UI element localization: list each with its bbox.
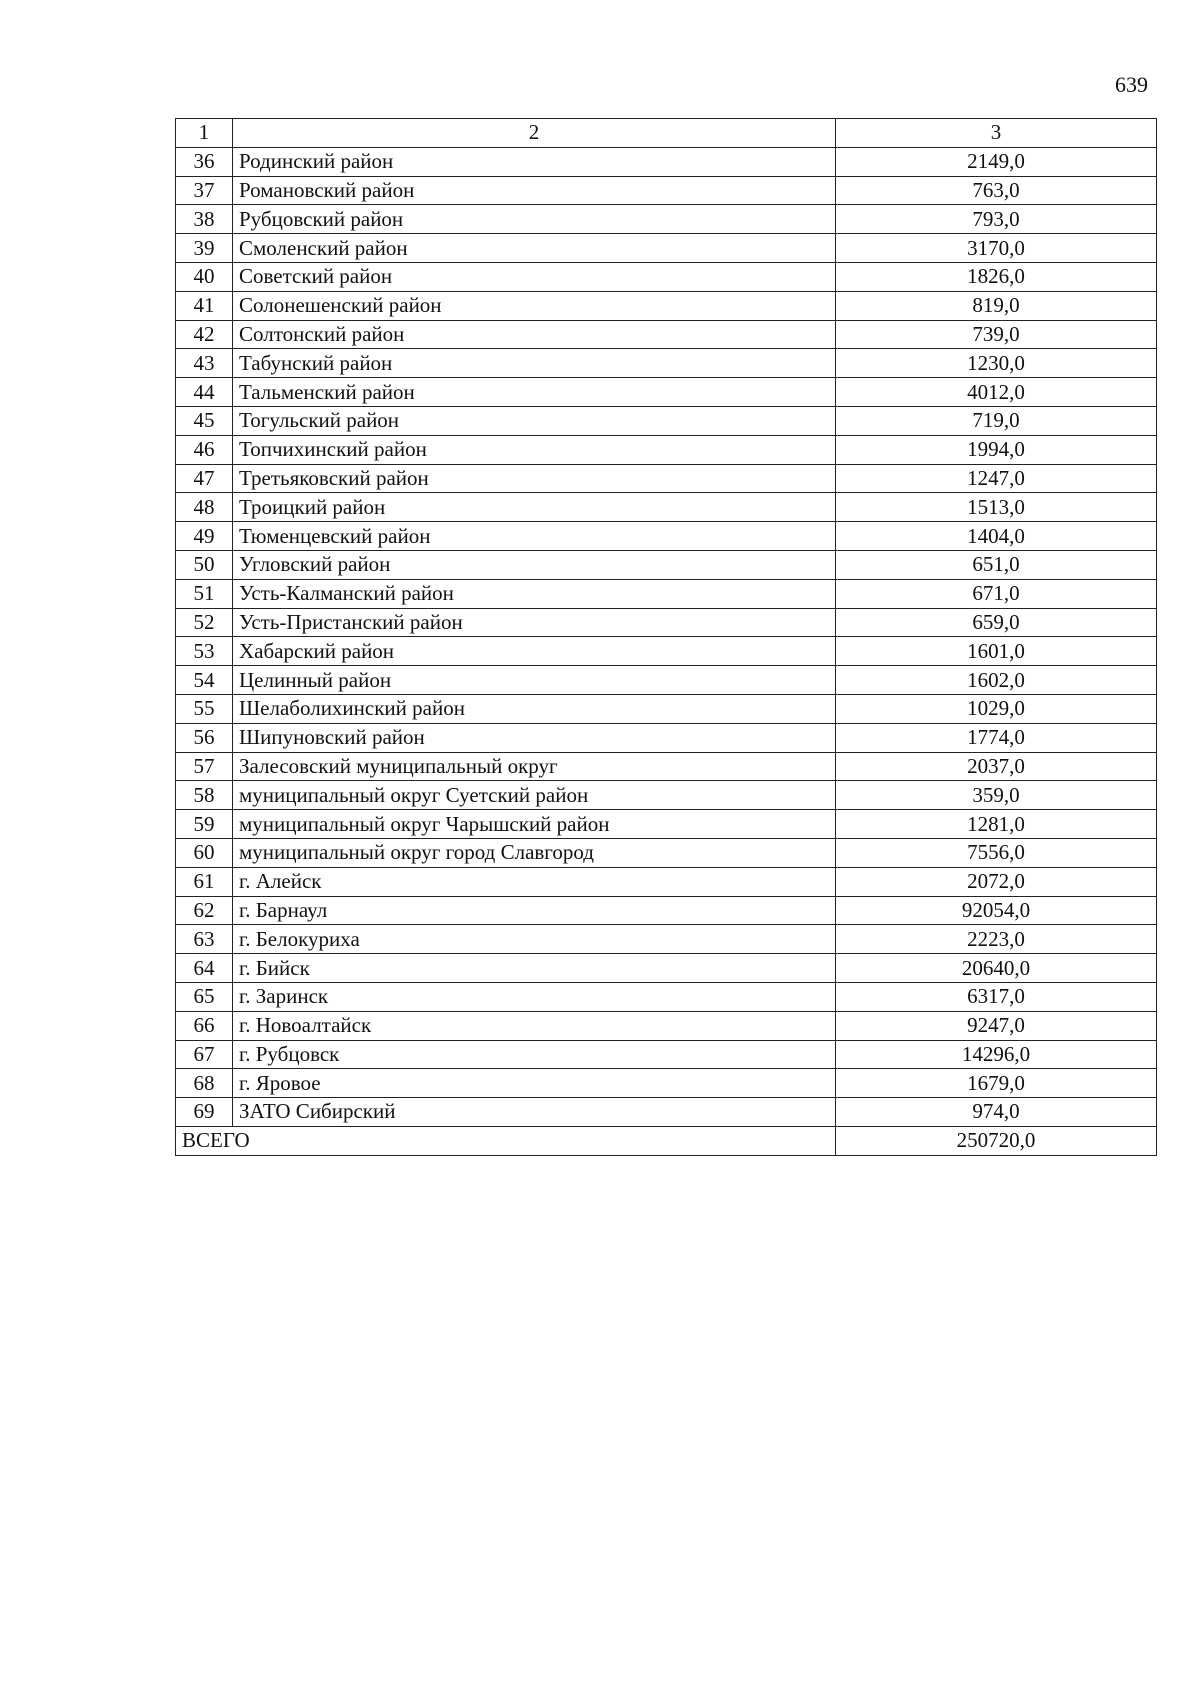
row-number: 53: [176, 637, 233, 666]
row-value: 1281,0: [836, 810, 1157, 839]
row-number: 46: [176, 435, 233, 464]
row-number: 63: [176, 925, 233, 954]
row-value: 1247,0: [836, 464, 1157, 493]
row-number: 39: [176, 234, 233, 263]
row-value: 739,0: [836, 320, 1157, 349]
column-header-value: 3: [836, 119, 1157, 148]
row-number: 67: [176, 1040, 233, 1069]
table-row: [176, 925, 1157, 954]
row-name: Третьяковский район: [233, 464, 836, 493]
allocation-table: [175, 118, 1157, 1156]
row-value: 2149,0: [836, 147, 1157, 176]
row-number: 41: [176, 291, 233, 320]
table-row: [176, 954, 1157, 983]
table-row: [176, 349, 1157, 378]
table-header-row: [176, 119, 1157, 148]
table-row: [176, 1098, 1157, 1127]
row-name: г. Алейск: [233, 867, 836, 896]
row-number: 58: [176, 781, 233, 810]
row-name: Родинский район: [233, 147, 836, 176]
row-value: 4012,0: [836, 378, 1157, 407]
row-name: муниципальный округ Суетский район: [233, 781, 836, 810]
table-row: [176, 637, 1157, 666]
row-value: 9247,0: [836, 1011, 1157, 1040]
row-value: 1029,0: [836, 694, 1157, 723]
row-value: 819,0: [836, 291, 1157, 320]
row-number: 40: [176, 262, 233, 291]
row-name: Усть-Калманский район: [233, 579, 836, 608]
total-label: ВСЕГО: [176, 1126, 836, 1155]
row-name: ЗАТО Сибирский: [233, 1098, 836, 1127]
row-number: 65: [176, 982, 233, 1011]
row-value: 2037,0: [836, 752, 1157, 781]
table-row: [176, 522, 1157, 551]
table-row: [176, 234, 1157, 263]
row-value: 2223,0: [836, 925, 1157, 954]
row-number: 59: [176, 810, 233, 839]
row-name: муниципальный округ город Славгород: [233, 838, 836, 867]
row-value: 20640,0: [836, 954, 1157, 983]
row-value: 14296,0: [836, 1040, 1157, 1069]
row-name: Тальменский район: [233, 378, 836, 407]
row-value: 651,0: [836, 550, 1157, 579]
row-name: г. Новоалтайск: [233, 1011, 836, 1040]
table-row: [176, 262, 1157, 291]
row-name: г. Яровое: [233, 1069, 836, 1098]
table-row: [176, 176, 1157, 205]
page-number: 639: [1115, 72, 1148, 97]
table-row: [176, 723, 1157, 752]
row-number: 42: [176, 320, 233, 349]
row-name: муниципальный округ Чарышский район: [233, 810, 836, 839]
table-row: [176, 378, 1157, 407]
row-name: Тюменцевский район: [233, 522, 836, 551]
row-name: г. Бийск: [233, 954, 836, 983]
row-number: 49: [176, 522, 233, 551]
row-number: 48: [176, 493, 233, 522]
row-value: 671,0: [836, 579, 1157, 608]
table-row: [176, 694, 1157, 723]
row-name: Шелаболихинский район: [233, 694, 836, 723]
total-value: 250720,0: [836, 1126, 1157, 1155]
table-row: [176, 810, 1157, 839]
row-number: 56: [176, 723, 233, 752]
row-number: 57: [176, 752, 233, 781]
row-number: 64: [176, 954, 233, 983]
row-number: 61: [176, 867, 233, 896]
row-name: Тогульский район: [233, 406, 836, 435]
row-number: 50: [176, 550, 233, 579]
row-number: 55: [176, 694, 233, 723]
column-header-name: 2: [233, 119, 836, 148]
row-value: 2072,0: [836, 867, 1157, 896]
table-row: [176, 550, 1157, 579]
row-number: 62: [176, 896, 233, 925]
row-name: Угловский район: [233, 550, 836, 579]
row-number: 37: [176, 176, 233, 205]
table-row: [176, 1011, 1157, 1040]
table-row: [176, 205, 1157, 234]
table-body: [176, 147, 1157, 1126]
row-name: г. Барнаул: [233, 896, 836, 925]
row-value: 7556,0: [836, 838, 1157, 867]
row-number: 68: [176, 1069, 233, 1098]
row-name: Солтонский район: [233, 320, 836, 349]
row-name: Романовский район: [233, 176, 836, 205]
row-number: 45: [176, 406, 233, 435]
row-number: 36: [176, 147, 233, 176]
table-row: [176, 579, 1157, 608]
row-name: Солонешенский район: [233, 291, 836, 320]
row-name: Залесовский муниципальный округ: [233, 752, 836, 781]
row-value: 974,0: [836, 1098, 1157, 1127]
table-row: [176, 666, 1157, 695]
row-number: 51: [176, 579, 233, 608]
row-name: Табунский район: [233, 349, 836, 378]
table-row: [176, 435, 1157, 464]
table-row: [176, 838, 1157, 867]
row-value: 1602,0: [836, 666, 1157, 695]
row-value: 1774,0: [836, 723, 1157, 752]
row-value: 1513,0: [836, 493, 1157, 522]
table-row: [176, 464, 1157, 493]
table-row: [176, 781, 1157, 810]
column-header-number: 1: [176, 119, 233, 148]
row-name: Хабарский район: [233, 637, 836, 666]
row-name: Усть-Пристанский район: [233, 608, 836, 637]
row-name: Смоленский район: [233, 234, 836, 263]
row-number: 60: [176, 838, 233, 867]
row-value: 3170,0: [836, 234, 1157, 263]
table-row: [176, 1069, 1157, 1098]
row-value: 763,0: [836, 176, 1157, 205]
row-value: 1994,0: [836, 435, 1157, 464]
row-name: г. Заринск: [233, 982, 836, 1011]
table-row: [176, 752, 1157, 781]
total-row: [176, 1126, 1157, 1155]
row-name: Топчихинский район: [233, 435, 836, 464]
row-name: Шипуновский район: [233, 723, 836, 752]
row-number: 66: [176, 1011, 233, 1040]
row-name: Целинный район: [233, 666, 836, 695]
row-value: 659,0: [836, 608, 1157, 637]
row-name: Советский район: [233, 262, 836, 291]
row-number: 47: [176, 464, 233, 493]
table-row: [176, 982, 1157, 1011]
table-row: [176, 608, 1157, 637]
table-row: [176, 896, 1157, 925]
row-number: 52: [176, 608, 233, 637]
row-value: 1404,0: [836, 522, 1157, 551]
row-name: г. Белокуриха: [233, 925, 836, 954]
table-row: [176, 320, 1157, 349]
row-number: 44: [176, 378, 233, 407]
table-row: [176, 493, 1157, 522]
row-number: 69: [176, 1098, 233, 1127]
table-row: [176, 291, 1157, 320]
row-value: 6317,0: [836, 982, 1157, 1011]
row-value: 1826,0: [836, 262, 1157, 291]
row-value: 1230,0: [836, 349, 1157, 378]
row-value: 1679,0: [836, 1069, 1157, 1098]
row-number: 54: [176, 666, 233, 695]
row-value: 92054,0: [836, 896, 1157, 925]
row-value: 359,0: [836, 781, 1157, 810]
row-name: Троицкий район: [233, 493, 836, 522]
row-number: 43: [176, 349, 233, 378]
row-number: 38: [176, 205, 233, 234]
row-value: 1601,0: [836, 637, 1157, 666]
table-row: [176, 147, 1157, 176]
row-name: г. Рубцовск: [233, 1040, 836, 1069]
row-name: Рубцовский район: [233, 205, 836, 234]
table-row: [176, 867, 1157, 896]
table-row: [176, 1040, 1157, 1069]
table-row: [176, 406, 1157, 435]
row-value: 793,0: [836, 205, 1157, 234]
row-value: 719,0: [836, 406, 1157, 435]
